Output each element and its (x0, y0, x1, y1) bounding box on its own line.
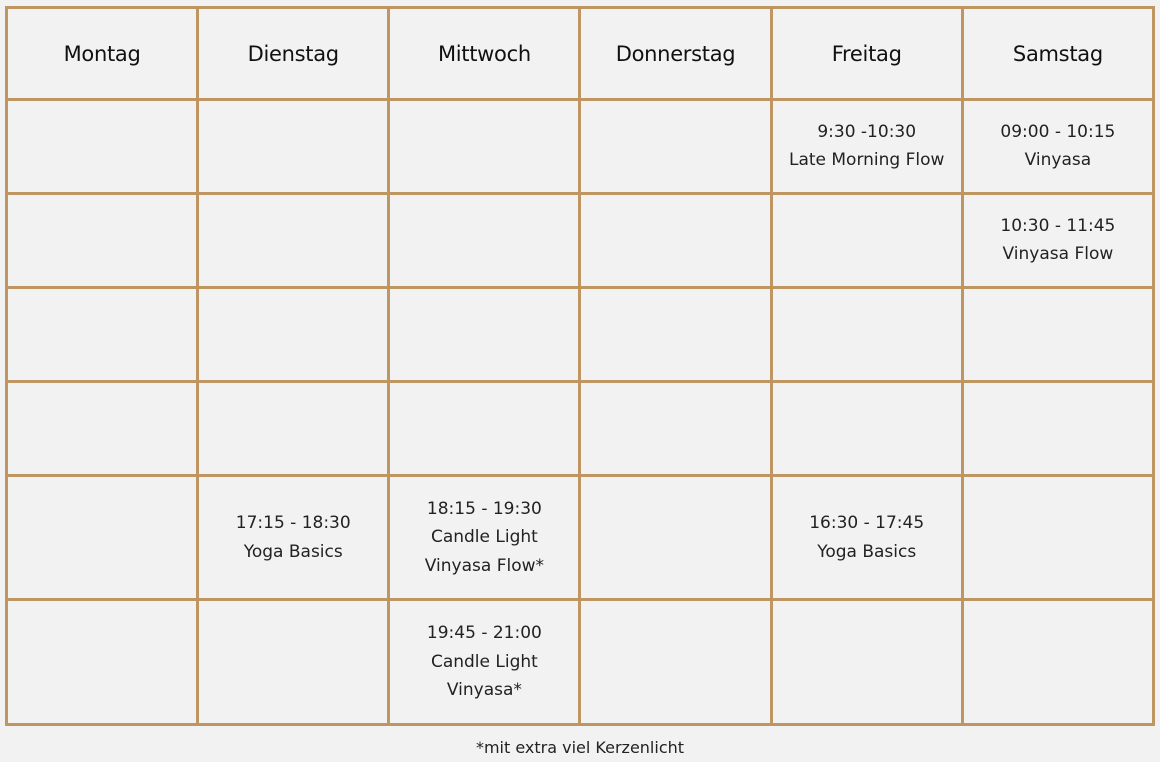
schedule-cell-empty (198, 193, 389, 287)
day-header-mittwoch: Mittwoch (389, 8, 580, 100)
class-name: Late Morning Flow (788, 150, 945, 171)
class-cell-late-morning-flow (771, 100, 962, 194)
schedule-cell-empty (580, 600, 771, 725)
class-name: Vinyasa* (446, 680, 522, 701)
footnote: *mit extra viel Kerzenlicht (475, 738, 685, 757)
schedule-cell-empty (389, 193, 580, 287)
schedule-row (7, 381, 1154, 475)
day-header-montag: Montag (7, 8, 198, 100)
class-time: 16:30 - 17:45 (809, 513, 925, 534)
schedule-cell-empty (580, 475, 771, 600)
class-time: 18:15 - 19:30 (426, 498, 542, 519)
schedule-cell-empty (7, 381, 198, 475)
schedule-cell-empty (771, 600, 962, 725)
schedule-cell-empty (771, 381, 962, 475)
schedule-cell-empty (580, 100, 771, 194)
class-name: Candle Light (430, 527, 538, 548)
class-cell-vinyasa (962, 100, 1153, 194)
schedule-cell-empty (198, 287, 389, 381)
schedule-row (7, 475, 1154, 600)
class-name: Vinyasa Flow* (424, 555, 544, 576)
schedule-row (7, 100, 1154, 194)
class-cell-yoga-basics (771, 475, 962, 600)
yoga-schedule-table (5, 6, 1155, 726)
schedule-cell-empty (198, 100, 389, 194)
class-cell-yoga-basics (198, 475, 389, 600)
schedule-cell-empty (7, 100, 198, 194)
class-time: 09:00 - 10:15 (1000, 121, 1116, 142)
schedule-cell-empty (771, 193, 962, 287)
schedule-cell-empty (7, 475, 198, 600)
class-cell-vinyasa-flow (962, 193, 1153, 287)
class-time: 10:30 - 11:45 (1000, 215, 1116, 236)
class-time: 17:15 - 18:30 (235, 513, 351, 534)
schedule-cell-empty (580, 287, 771, 381)
schedule-cell-empty (198, 600, 389, 725)
class-name: Vinyasa Flow (1002, 244, 1114, 265)
class-name: Yoga Basics (243, 541, 343, 562)
day-header-samstag: Samstag (962, 8, 1153, 100)
class-name: Vinyasa (1024, 150, 1092, 171)
day-header-dienstag: Dienstag (198, 8, 389, 100)
schedule-row (7, 193, 1154, 287)
schedule-cell-empty (198, 381, 389, 475)
schedule-cell-empty (7, 287, 198, 381)
class-cell-candle-light-vinyasa (389, 600, 580, 725)
schedule-cell-empty (962, 475, 1153, 600)
class-time: 19:45 - 21:00 (426, 623, 542, 644)
schedule-cell-empty (580, 381, 771, 475)
schedule-cell-empty (962, 381, 1153, 475)
header-row (7, 8, 1154, 100)
day-header-freitag: Freitag (771, 8, 962, 100)
day-header-donnerstag: Donnerstag (580, 8, 771, 100)
class-cell-candle-light-vinyasa-flow (389, 475, 580, 600)
schedule-cell-empty (580, 193, 771, 287)
schedule-cell-empty (7, 193, 198, 287)
schedule-cell-empty (389, 381, 580, 475)
schedule-cell-empty (771, 287, 962, 381)
schedule-cell-empty (7, 600, 198, 725)
schedule-row (7, 287, 1154, 381)
schedule-cell-empty (389, 287, 580, 381)
class-name: Yoga Basics (817, 541, 917, 562)
schedule-row (7, 600, 1154, 725)
class-time: 9:30 -10:30 (817, 121, 917, 142)
schedule-cell-empty (389, 100, 580, 194)
schedule-cell-empty (962, 287, 1153, 381)
class-name: Candle Light (430, 651, 538, 672)
schedule-cell-empty (962, 600, 1153, 725)
